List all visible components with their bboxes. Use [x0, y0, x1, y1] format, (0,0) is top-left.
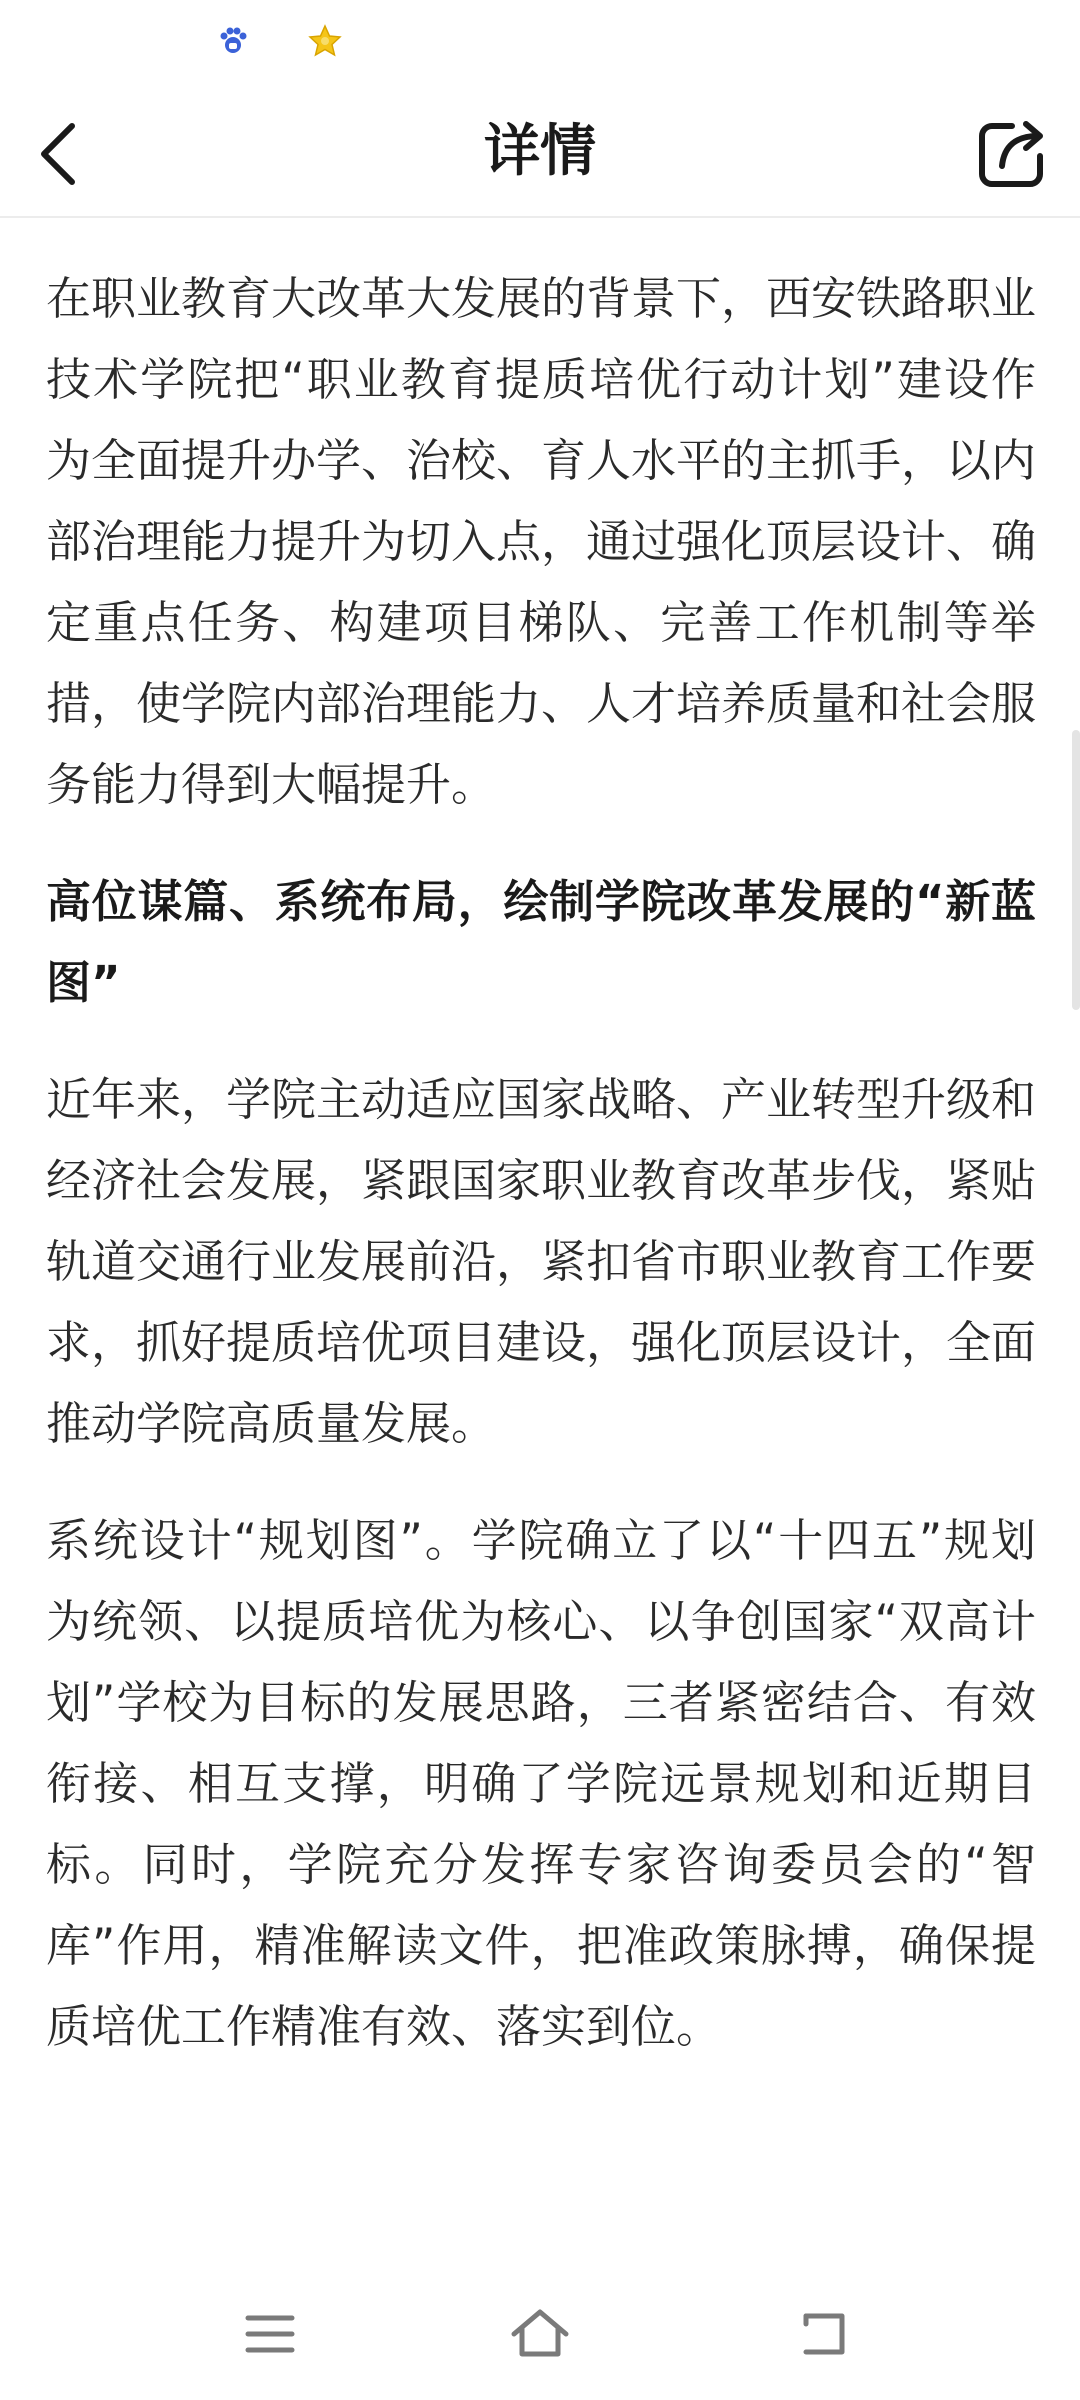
article-paragraph: 近年来，学院主动适应国家战略、产业转型升级和经济社会发展，紧跟国家职业教育改革步伐，紧贴轨道交通行业发展前沿，紧扣省市职业教育工作要求，抓好提质培优项目建设，强化顶层设计，全面推动学院高质量发展。	[46, 1073, 1037, 1450]
page-title: 详情	[484, 119, 596, 184]
system-navigation-bar	[0, 2264, 1080, 2400]
scrollbar[interactable]	[1072, 730, 1080, 1010]
home-icon	[500, 2294, 580, 2374]
share-button[interactable]	[966, 108, 1056, 198]
menu-icon	[230, 2294, 310, 2374]
home-button[interactable]	[500, 2294, 580, 2374]
top-navigation-bar	[0, 90, 1080, 218]
article-body	[46, 258, 1036, 2067]
baidu-paw-icon	[216, 24, 250, 58]
status-bar	[0, 0, 1080, 90]
back-nav-icon	[784, 2294, 864, 2374]
article-paragraph: 系统设计“规划图”。学院确立了以“十四五”规划为统领、以提质培优为核心、以争创国家“双高计划”学校为目标的发展思路，三者紧密结合、有效衔接、相互支撑，明确了学院远景规划和近期目标。同时，学院充分发挥专家咨询委员会的“智库”作用，精准解读文件，把准政策脉搏，确保提质培优工作精准有效、落实到位。	[46, 1514, 1036, 2053]
article-paragraph: 在职业教育大改革大发展的背景下，西安铁路职业技术学院把“职业教育提质培优行动计划”建设作为全面提升办学、治校、育人水平的主抓手，以内部治理能力提升为切入点，通过强化顶层设计、确定重点任务、构建项目梯队、完善工作机制等举措，使学院内部治理能力、人才培养质量和社会服务能力得到大幅提升。	[46, 272, 1037, 811]
section-heading: 高位谋篇、系统布局，绘制学院改革发展的“新蓝图”	[46, 875, 1036, 1009]
share-icon	[966, 108, 1056, 198]
back-nav-button[interactable]	[784, 2294, 864, 2374]
menu-button[interactable]	[230, 2294, 310, 2374]
star-badge-icon	[308, 24, 342, 58]
